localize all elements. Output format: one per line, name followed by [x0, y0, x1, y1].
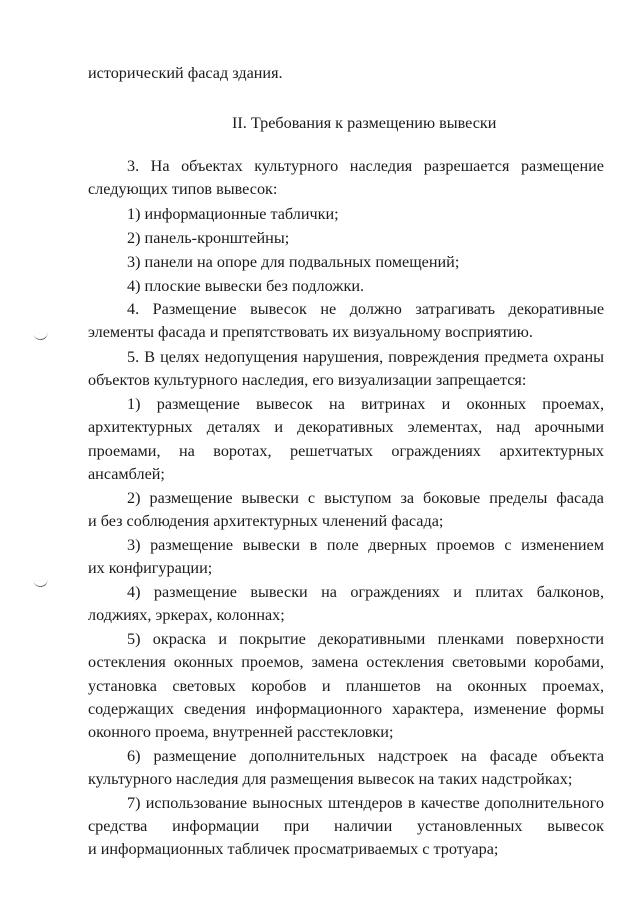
text-line: культурного наследия для размещения вывесок на таких надстройках; — [88, 770, 573, 788]
text-line: их конфигурации; — [88, 559, 213, 577]
text-line: средства информации при наличии установленных вывесок — [88, 817, 604, 835]
text-line: 3. На объектах культурного наследия разрешается размещение — [127, 157, 604, 175]
text-line: 5) окраска и покрытие декоративными пленками поверхности — [127, 630, 604, 648]
list-item: 3) панели на опоре для подвальных помещений; — [127, 253, 460, 271]
text-line: и информационных табличек просматриваемых с тротуара; — [88, 840, 499, 858]
text-line: 4) размещение вывески на ограждениях и плитах балконов, — [127, 583, 604, 601]
punch-hole-mark — [34, 579, 49, 588]
text-line: оконного проема, внутренней расстекловки; — [88, 723, 394, 741]
text-line: установка световых коробов и планшетов на оконных проемах, — [88, 677, 604, 695]
text-line: содержащих сведения информационного характера, изменение формы — [88, 700, 604, 718]
text-line: объектов культурного наследия, его визуализации запрещается: — [88, 371, 527, 389]
text-line: лоджиях, эркерах, колоннах; — [88, 606, 285, 624]
text-line: 2) размещение вывески с выступом за боковые пределы фасада — [127, 489, 604, 507]
text-line: ансамблей; — [88, 465, 165, 483]
text-line: 3) размещение вывески в поле дверных проемов с изменением — [127, 536, 604, 554]
text-line: элементы фасада и препятствовать их визуальному восприятию. — [88, 323, 533, 341]
text-line: проемами, на воротах, решетчатых ограждениях архитектурных — [88, 442, 604, 460]
text-line: 7) использование выносных штендеров в качестве дополнительного — [127, 794, 604, 812]
list-item: 2) панель-кронштейны; — [127, 229, 290, 247]
text-line: остекления оконных проемов, замена остекления световыми коробами, — [88, 653, 604, 671]
text-line: и без соблюдения архитектурных членений фасада; — [88, 512, 444, 530]
text-line: 5. В целях недопущения нарушения, повреждения предмета охраны — [127, 348, 604, 366]
text-line: 1) размещение вывесок на витринах и оконных проемах, — [127, 395, 604, 413]
section-heading: II. Требования к размещению вывески — [232, 114, 497, 132]
list-item: 1) информационные таблички; — [127, 205, 339, 223]
text-line: исторический фасад здания. — [88, 64, 283, 82]
list-item: 4) плоские вывески без подложки. — [127, 277, 365, 295]
text-line: 6) размещение дополнительных надстроек на фасаде объекта — [127, 747, 604, 765]
text-line: архитектурных деталях и декоративных элементах, над арочными — [88, 418, 604, 436]
text-line: следующих типов вывесок: — [88, 180, 278, 198]
text-line: 4. Размещение вывесок не должно затрагивать декоративные — [127, 300, 604, 318]
punch-hole-mark — [34, 332, 49, 341]
